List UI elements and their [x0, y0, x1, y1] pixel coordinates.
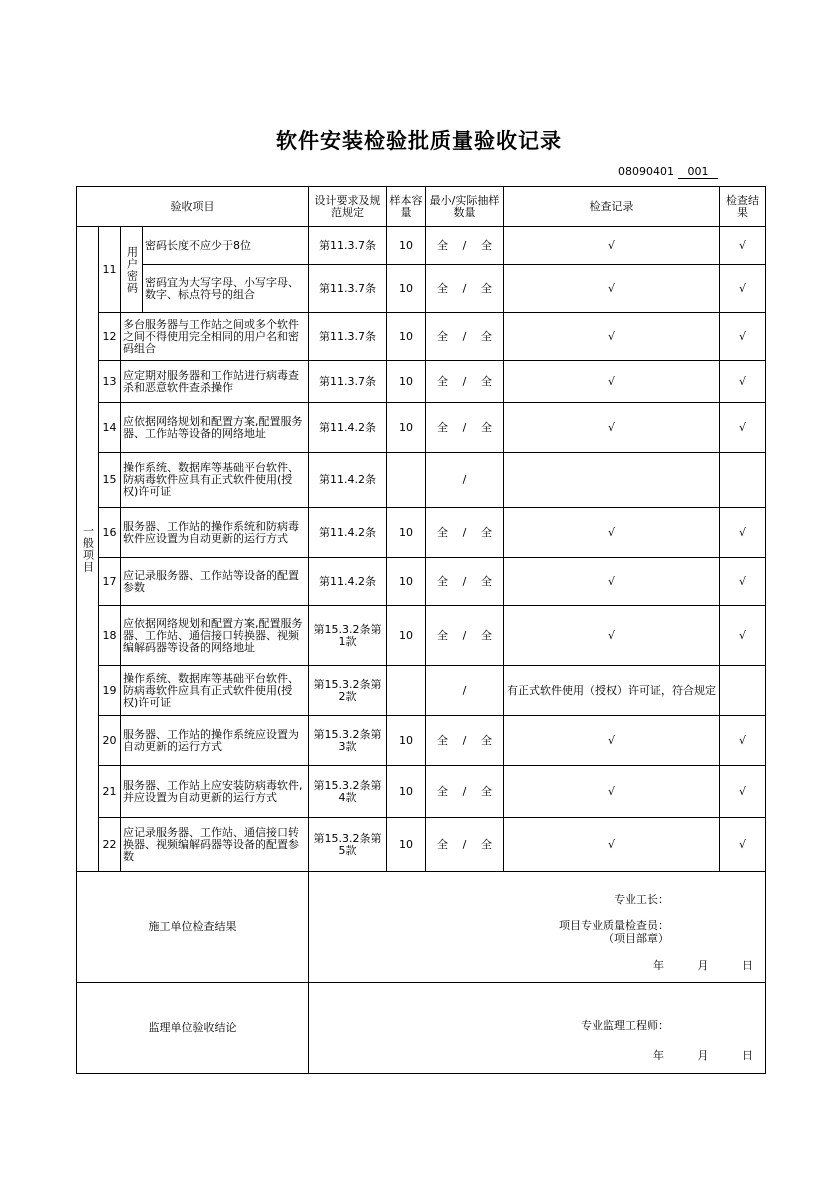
spec-clause: 第11.3.7条 [309, 313, 387, 361]
check-result: √ [720, 766, 766, 818]
sample-size: 10 [387, 508, 426, 558]
min-quantity: 全 [437, 374, 448, 388]
header-row [77, 187, 766, 227]
check-record: √ [504, 227, 720, 265]
seal-label: （项目部章） [603, 932, 669, 945]
item-description: 应依据网络规划和配置方案,配置服务器、工作站、通信接口转换器、视频编解码器等设备的网络地址 [121, 606, 309, 666]
inspection-table [76, 186, 766, 1074]
spec-clause: 第11.4.2条 [309, 558, 387, 606]
check-record: √ [504, 558, 720, 606]
item-description: 操作系统、数据库等基础平台软件、防病毒软件应具有正式软件使用(授权)许可证 [121, 666, 309, 716]
spec-clause: 第11.4.2条 [309, 453, 387, 508]
item-description: 应记录服务器、工作站等设备的配置参数 [121, 558, 309, 606]
table-row [77, 558, 766, 606]
table-row [77, 453, 766, 508]
sample-size [387, 666, 426, 716]
quantity-separator: / [462, 329, 467, 343]
table-row [77, 716, 766, 766]
check-record: √ [504, 265, 720, 313]
month-label: 月 [697, 1049, 709, 1062]
quantity-separator: / [462, 420, 467, 434]
document-code [618, 165, 718, 179]
check-record [504, 453, 720, 508]
min-quantity: 全 [437, 525, 448, 539]
table-row [77, 508, 766, 558]
check-record: √ [504, 818, 720, 872]
actual-quantity: 全 [481, 628, 492, 642]
check-result: √ [720, 403, 766, 453]
sample-quantity [426, 666, 504, 716]
actual-quantity: 全 [481, 525, 492, 539]
item-description: 服务器、工作站的操作系统应设置为自动更新的运行方式 [121, 716, 309, 766]
check-record: √ [504, 313, 720, 361]
actual-quantity: 全 [481, 733, 492, 747]
sample-size: 10 [387, 818, 426, 872]
check-record: √ [504, 361, 720, 403]
check-result: √ [720, 361, 766, 403]
year-label: 年 [653, 1049, 664, 1062]
sample-size: 10 [387, 766, 426, 818]
check-record: √ [504, 716, 720, 766]
table-row [77, 403, 766, 453]
check-result: √ [720, 313, 766, 361]
min-quantity: 全 [437, 733, 448, 747]
actual-quantity: 全 [481, 374, 492, 388]
actual-quantity: 全 [481, 837, 492, 851]
sample-size: 10 [387, 558, 426, 606]
spec-clause: 第15.3.2条第2款 [309, 666, 387, 716]
table-row [77, 606, 766, 666]
item-number: 12 [99, 313, 121, 361]
check-result: √ [720, 558, 766, 606]
table-row [77, 313, 766, 361]
header-result: 检查结果 [720, 187, 766, 227]
month-label: 月 [697, 959, 709, 972]
actual-quantity: 全 [481, 784, 492, 798]
spec-clause: 第15.3.2条第1款 [309, 606, 387, 666]
header-sample: 样本容量 [387, 187, 426, 227]
quantity-separator: / [462, 238, 467, 252]
table-row [77, 361, 766, 403]
sample-size: 10 [387, 313, 426, 361]
item-number: 14 [99, 403, 121, 453]
actual-quantity: 全 [481, 420, 492, 434]
min-quantity: 全 [437, 329, 448, 343]
item-number: 21 [99, 766, 121, 818]
not-applicable-mark: / [462, 683, 467, 697]
check-result: √ [720, 508, 766, 558]
check-record: 有正式软件使用（授权）许可证，符合规定 [504, 666, 720, 716]
construction-label: 施工单位检查结果 [77, 872, 309, 983]
check-record: √ [504, 766, 720, 818]
document-code-suffix: 001 [678, 165, 718, 179]
min-quantity: 全 [437, 420, 448, 434]
document-code-prefix: 08090401 [618, 165, 674, 178]
min-quantity: 全 [437, 574, 448, 588]
quantity-separator: / [462, 525, 467, 539]
table-row [77, 227, 766, 265]
item-number: 16 [99, 508, 121, 558]
check-record: √ [504, 508, 720, 558]
actual-quantity: 全 [481, 329, 492, 343]
item-number: 19 [99, 666, 121, 716]
item-description: 密码宜为大写字母、小写字母、数字、标点符号的组合 [143, 265, 309, 313]
item-description: 应记录服务器、工作站、通信接口转换器、视频编解码器等设备的配置参数 [121, 818, 309, 872]
quantity-separator: / [462, 837, 467, 851]
actual-quantity: 全 [481, 574, 492, 588]
item-description: 密码长度不应少于8位 [143, 227, 309, 265]
sample-quantity [426, 818, 504, 872]
quantity-separator: / [462, 281, 467, 295]
sample-size: 10 [387, 361, 426, 403]
quantity-separator: / [462, 733, 467, 747]
sample-size: 10 [387, 403, 426, 453]
item-description: 应依据网络规划和配置方案,配置服务器、工作站等设备的网络地址 [121, 403, 309, 453]
min-quantity: 全 [437, 238, 448, 252]
quantity-separator: / [462, 628, 467, 642]
sub-item-label: 用户密码 [121, 227, 143, 313]
item-description: 服务器、工作站的操作系统和防病毒软件应设置为自动更新的运行方式 [121, 508, 309, 558]
item-number: 20 [99, 716, 121, 766]
header-record: 检查记录 [504, 187, 720, 227]
supervision-signature-area [309, 983, 766, 1074]
check-record: √ [504, 403, 720, 453]
sample-quantity [426, 716, 504, 766]
construction-row [77, 872, 766, 983]
sample-size: 10 [387, 265, 426, 313]
check-result [720, 453, 766, 508]
construction-signature-area [309, 872, 766, 983]
actual-quantity: 全 [481, 281, 492, 295]
header-spec: 设计要求及规范规定 [309, 187, 387, 227]
sample-quantity [426, 508, 504, 558]
min-quantity: 全 [437, 784, 448, 798]
quantity-separator: / [462, 374, 467, 388]
table-row [77, 265, 766, 313]
sample-quantity [426, 558, 504, 606]
engineer-label: 专业监理工程师： [581, 1019, 669, 1032]
header-item: 验收项目 [77, 187, 309, 227]
supervision-label: 监理单位验收结论 [77, 983, 309, 1074]
spec-clause: 第11.4.2条 [309, 508, 387, 558]
spec-clause: 第15.3.2条第5款 [309, 818, 387, 872]
spec-clause: 第11.4.2条 [309, 403, 387, 453]
sample-quantity [426, 265, 504, 313]
spec-clause: 第15.3.2条第4款 [309, 766, 387, 818]
section-label: 一般项目 [77, 227, 99, 872]
table-row [77, 766, 766, 818]
page-title: 软件安装检验批质量验收记录 [276, 128, 562, 153]
sample-size: 10 [387, 716, 426, 766]
check-result [720, 666, 766, 716]
sample-quantity [426, 453, 504, 508]
item-description: 多台服务器与工作站之间或多个软件之间不得使用完全相同的用户名和密码组合 [121, 313, 309, 361]
item-number: 17 [99, 558, 121, 606]
supervision-row [77, 983, 766, 1074]
day-label: 日 [742, 1049, 753, 1062]
table-row [77, 666, 766, 716]
inspector-label: 项目专业质量检查员： [559, 919, 669, 932]
sample-quantity [426, 766, 504, 818]
spec-clause: 第11.3.7条 [309, 227, 387, 265]
quantity-separator: / [462, 574, 467, 588]
min-quantity: 全 [437, 628, 448, 642]
check-record: √ [504, 606, 720, 666]
construction-date [653, 960, 753, 972]
supervision-date [653, 1050, 753, 1062]
item-number: 22 [99, 818, 121, 872]
spec-clause: 第11.3.7条 [309, 361, 387, 403]
sample-quantity [426, 227, 504, 265]
min-quantity: 全 [437, 837, 448, 851]
item-number: 15 [99, 453, 121, 508]
quantity-separator: / [462, 784, 467, 798]
foreman-label: 专业工长： [614, 893, 669, 906]
check-result: √ [720, 716, 766, 766]
spec-clause: 第15.3.2条第3款 [309, 716, 387, 766]
item-number: 13 [99, 361, 121, 403]
sample-size [387, 453, 426, 508]
min-quantity: 全 [437, 281, 448, 295]
check-result: √ [720, 606, 766, 666]
check-result: √ [720, 227, 766, 265]
day-label: 日 [742, 959, 753, 972]
actual-quantity: 全 [481, 238, 492, 252]
sample-quantity [426, 403, 504, 453]
spec-clause: 第11.3.7条 [309, 265, 387, 313]
sample-quantity [426, 313, 504, 361]
header-min-sample: 最小/实际抽样数量 [426, 187, 504, 227]
not-applicable-mark: / [462, 473, 467, 486]
sample-size: 10 [387, 227, 426, 265]
item-description: 服务器、工作站上应安装防病毒软件,并应设置为自动更新的运行方式 [121, 766, 309, 818]
sample-quantity [426, 606, 504, 666]
item-description: 操作系统、数据库等基础平台软件、防病毒软件应具有正式软件使用(授权)许可证 [121, 453, 309, 508]
check-result: √ [720, 818, 766, 872]
item-number: 11 [99, 227, 121, 313]
year-label: 年 [653, 959, 664, 972]
item-description: 应定期对服务器和工作站进行病毒查杀和恶意软件查杀操作 [121, 361, 309, 403]
item-number: 18 [99, 606, 121, 666]
check-result: √ [720, 265, 766, 313]
sample-size: 10 [387, 606, 426, 666]
sample-quantity [426, 361, 504, 403]
table-row [77, 818, 766, 872]
